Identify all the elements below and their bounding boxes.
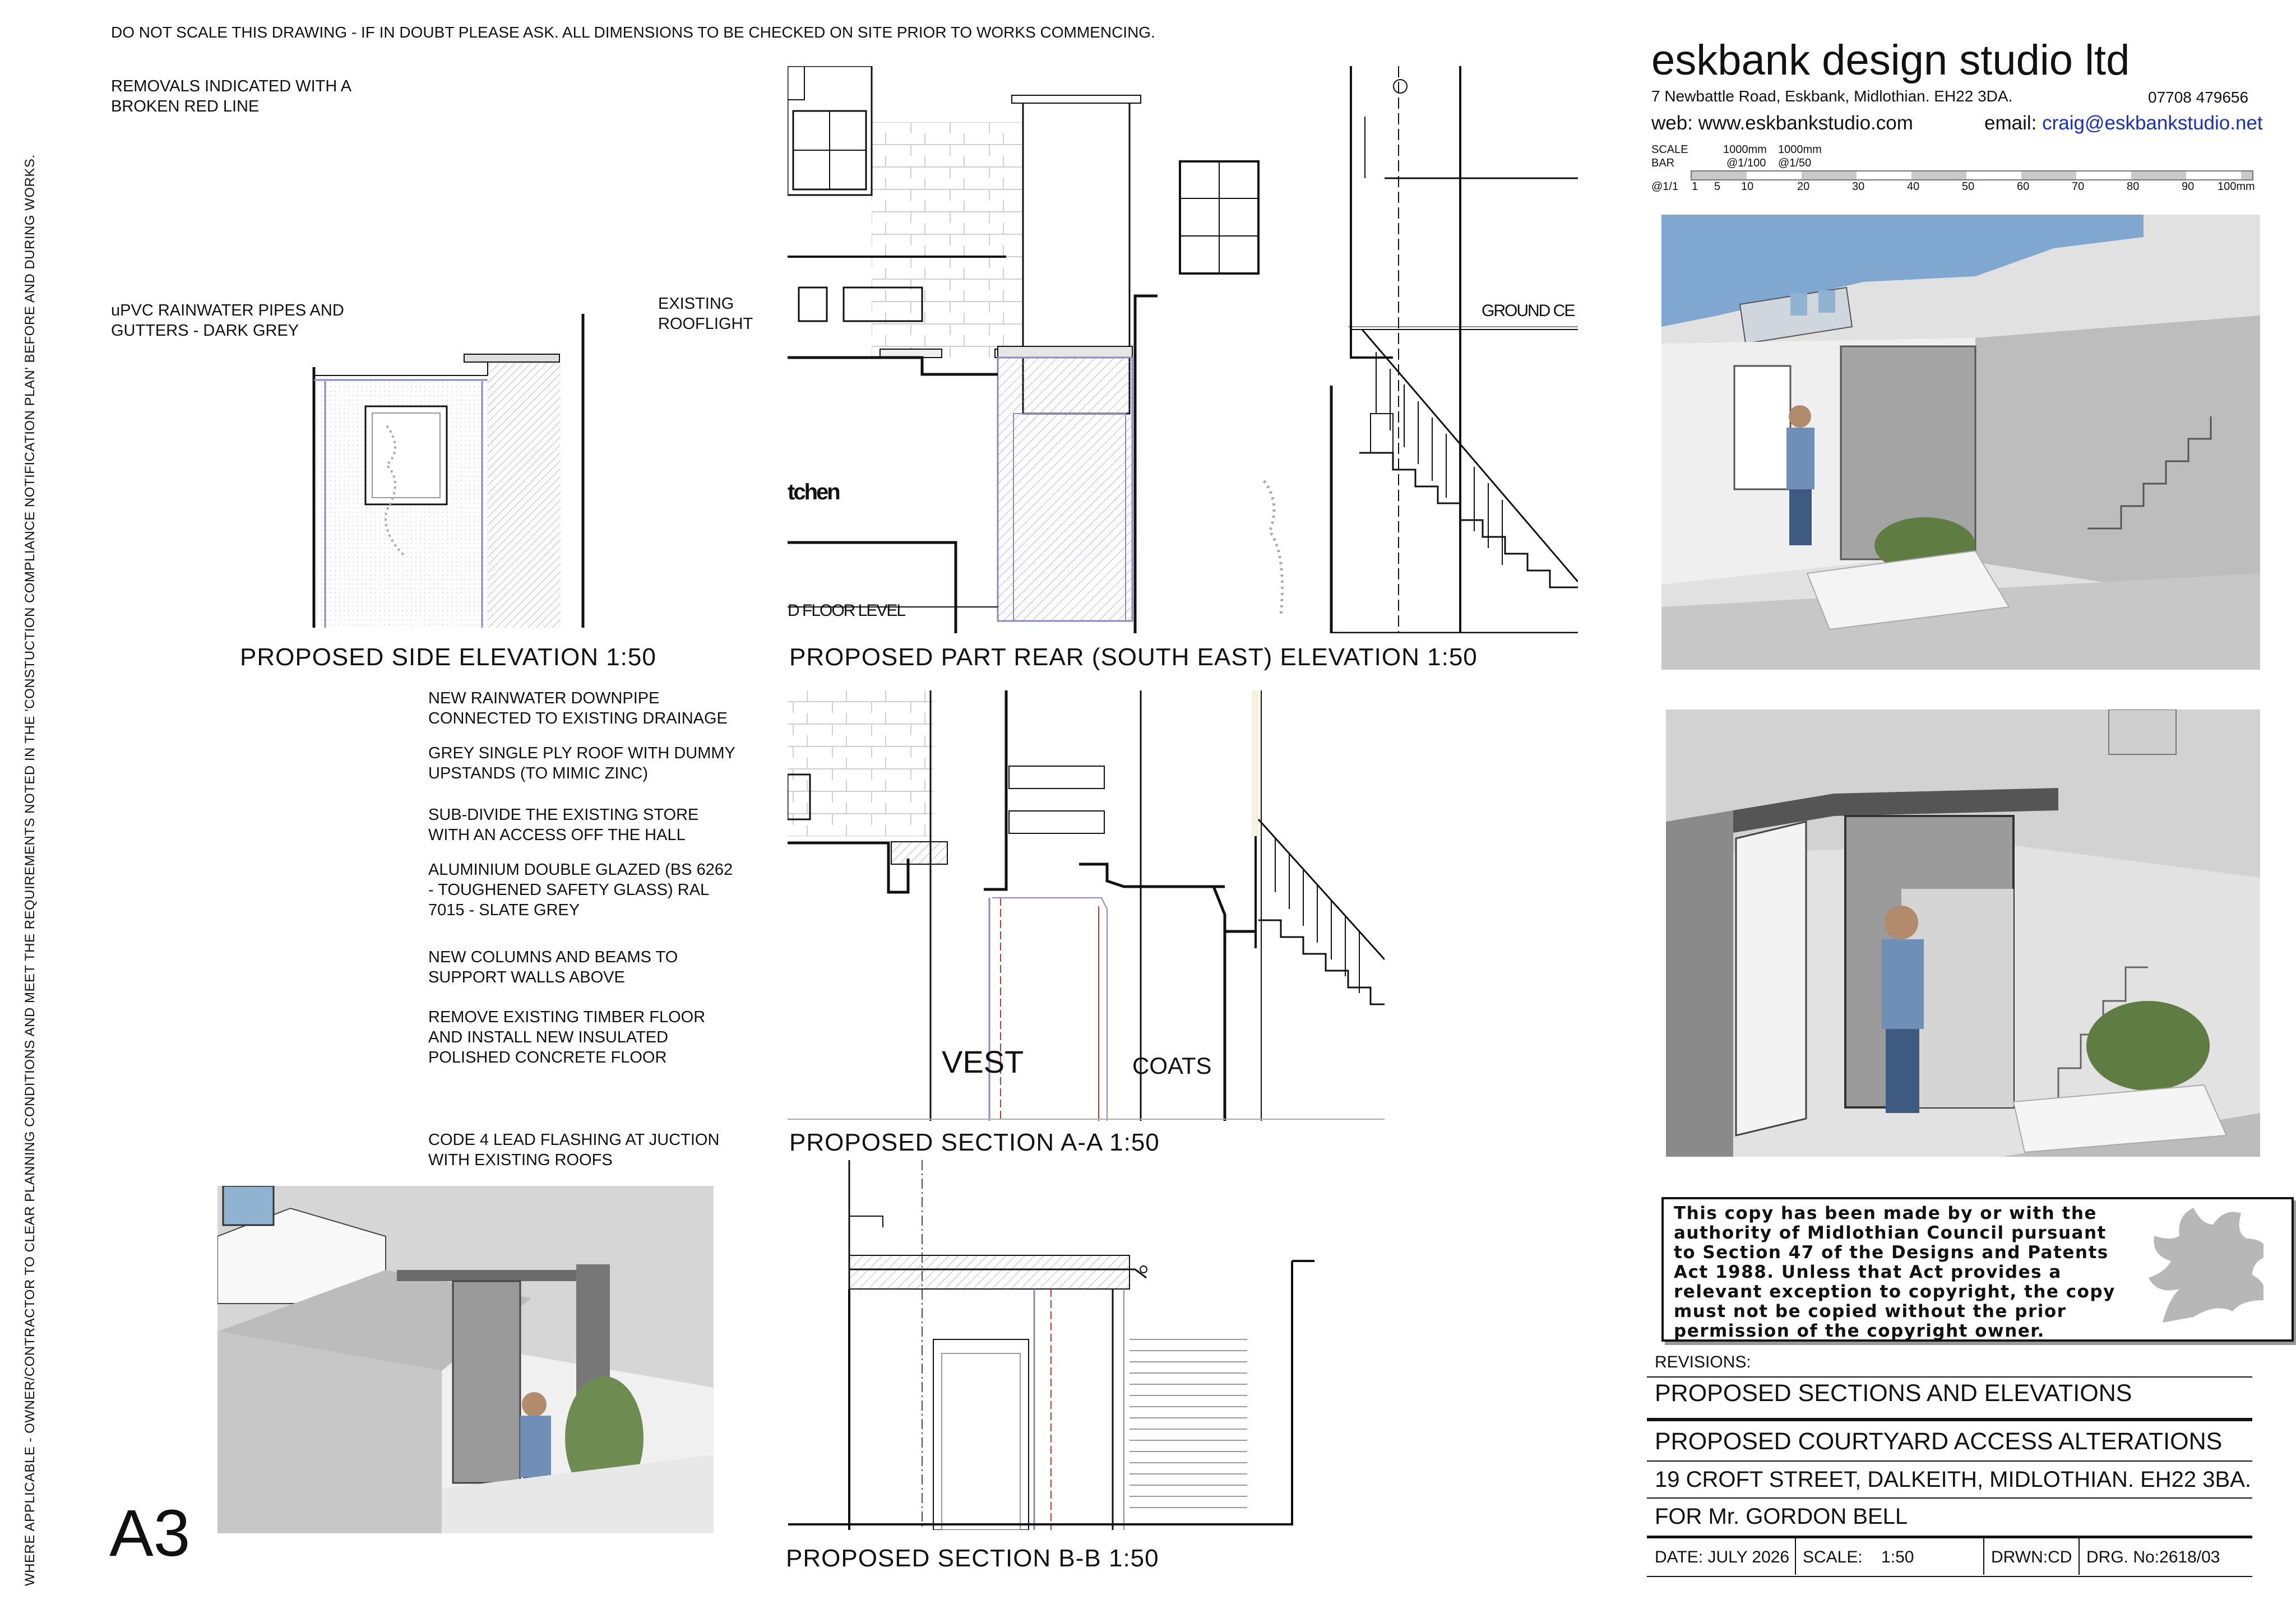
label-vest: VEST [942,1044,1024,1079]
label-ground-ceiling: GROUND CE [1482,302,1575,320]
note-store: SUB-DIVIDE THE EXISTING STORE WITH AN ACCESS OFF THE HALL [428,806,699,844]
note-floor: REMOVE EXISTING TIMBER FLOOR AND INSTALL NEW INSULATED POLISHED CONCRETE FLOOR [428,1008,706,1066]
divider [1983,1536,1984,1575]
note-columns: NEW COLUMNS AND BEAMS TO SUPPORT WALLS ABOVE [428,948,678,986]
drawing-number: DRG. No:2618/03 [2086,1548,2220,1566]
scale-tick: 80 [2127,180,2140,193]
company-email-link[interactable]: craig@eskbankstudio.net [2042,112,2263,134]
label-kitchen: tchen [788,480,839,504]
title-section-bb: PROPOSED SECTION B-B 1:50 [786,1545,1159,1572]
note-flashing: CODE 4 LEAD FLASHING AT JUCTION WITH EXISTING ROOFS [428,1131,720,1169]
note-existing-rooflight: EXISTING ROOFLIGHT [658,295,753,333]
scale-tick: 90 [2182,180,2195,193]
company-web: web: www.eskbankstudio.com [1651,112,1913,134]
scale-bar-label-1: SCALE [1651,143,1688,156]
copyright-notice-text: This copy has been made by or with the authority of Midlothian Council pursuant to Section 47 of the Designs and Patents Act 1988. Unless that Act provides a relevant exception to copyright, the copy must not be copied without the prior permission of the copyright owner. [1674,1203,2116,1341]
scale-bar-col2: 1000mm [1778,143,1822,156]
divider [1647,1376,2252,1378]
drawing-scale: SCALE: 1:50 [1803,1548,1914,1566]
render-top-right [1661,215,2260,670]
render-bottom-left [217,1186,714,1533]
divider [1647,1497,2252,1499]
note-downpipe: NEW RAINWATER DOWNPIPE CONNECTED TO EXISTING DRAINAGE [428,689,728,727]
sheet-size: A3 [109,1496,191,1570]
scale-bar-label-2: BAR [1651,157,1675,169]
client-name: FOR Mr. GORDON BELL [1655,1504,1908,1529]
scale-tick: 30 [1852,180,1865,193]
scale-tick: 60 [2017,180,2030,193]
scale-bar-col1: 1000mm [1723,143,1767,156]
title-side-elevation: PROPOSED SIDE ELEVATION 1:50 [240,643,656,671]
header-note: DO NOT SCALE THIS DRAWING - IF IN DOUBT PLEASE ASK. ALL DIMENSIONS TO BE CHECKED ON SITE PRIOR TO WORKS COMMENCING. [111,24,1155,41]
title-section-aa: PROPOSED SECTION A-A 1:50 [789,1129,1160,1156]
divider [2079,1536,2080,1575]
drawing-title: PROPOSED SECTIONS AND ELEVATIONS [1655,1380,2132,1407]
title-rear-elevation: PROPOSED PART REAR (SOUTH EAST) ELEVATION 1:50 [789,643,1478,671]
scale-bar-sub1: @1/100 [1726,157,1766,169]
scale-tick: 5 [1714,180,1721,193]
scale-tick: 70 [2072,180,2085,193]
note-rainwater-pipes: uPVC RAINWATER PIPES AND GUTTERS - DARK GREY [111,302,344,340]
scale-tick: 50 [1962,180,1975,193]
render-middle-right [1666,710,2260,1157]
oak-leaf-icon [2129,1205,2263,1334]
scale-bar-ticks [1691,180,2262,194]
drawing-date: DATE: JULY 2026 [1655,1548,1790,1566]
label-ground-floor-level: D FLOOR LEVEL [788,601,905,620]
section-bb-drawing [788,1160,1320,1530]
company-email-label: email: [1984,112,2037,134]
project-address: 19 CROFT STREET, DALKEITH, MIDLOTHIAN. EH22 3BA. [1655,1467,2251,1492]
divider [1647,1576,2252,1577]
label-coats: COATS [1132,1052,1212,1079]
rear-elevation-drawing [788,66,1578,633]
scale-tick: 10 [1741,180,1754,193]
divider [1647,1460,2252,1462]
drawn-by: DRWN:CD [1991,1548,2072,1566]
scale-tick: 40 [1907,180,1920,193]
company-email-row [1984,112,2263,135]
scale-tick: 100mm [2218,180,2255,193]
project-title: PROPOSED COURTYARD ACCESS ALTERATIONS [1655,1428,2223,1455]
divider [1647,1418,2252,1421]
side-margin-note: WHERE APPLICABLE - OWNER/CONTRACTOR TO CLEAR PLANNING CONDITIONS AND MEET THE REQUIREMENTS NOTED IN THE 'CONSTUCTION COMPLIANCE NOTIFICATION PLAN' BEFORE AND DURING WORKS. [22,154,38,1586]
company-name: eskbank design studio ltd [1651,36,2130,84]
company-address: 7 Newbattle Road, Eskbank, Midlothian. EH22 3DA. [1651,87,2013,105]
divider [1795,1536,1796,1575]
title-block-footer [1647,1536,2252,1577]
company-phone: 07708 479656 [2148,89,2249,106]
note-roof: GREY SINGLE PLY ROOF WITH DUMMY UPSTANDS (TO MIMIC ZINC) [428,744,735,782]
scale-bar-graphic [1691,170,2253,180]
scale-tick: 20 [1797,180,1810,193]
note-removals: REMOVALS INDICATED WITH A BROKEN RED LINE [111,77,352,115]
side-elevation-drawing [303,314,594,628]
scale-bar-sub2: @1/50 [1778,157,1812,169]
copyright-notice-box [1661,1197,2294,1342]
revisions-label: REVISIONS: [1655,1353,1751,1371]
note-glazing: ALUMINIUM DOUBLE GLAZED (BS 6262 - TOUGHENED SAFETY GLASS) RAL 7015 - SLATE GREY [428,861,733,919]
scale-tick: 1 [1692,180,1698,193]
section-aa-drawing [788,690,1385,1121]
scale-bar-prefix: @1/1 [1651,180,1679,193]
